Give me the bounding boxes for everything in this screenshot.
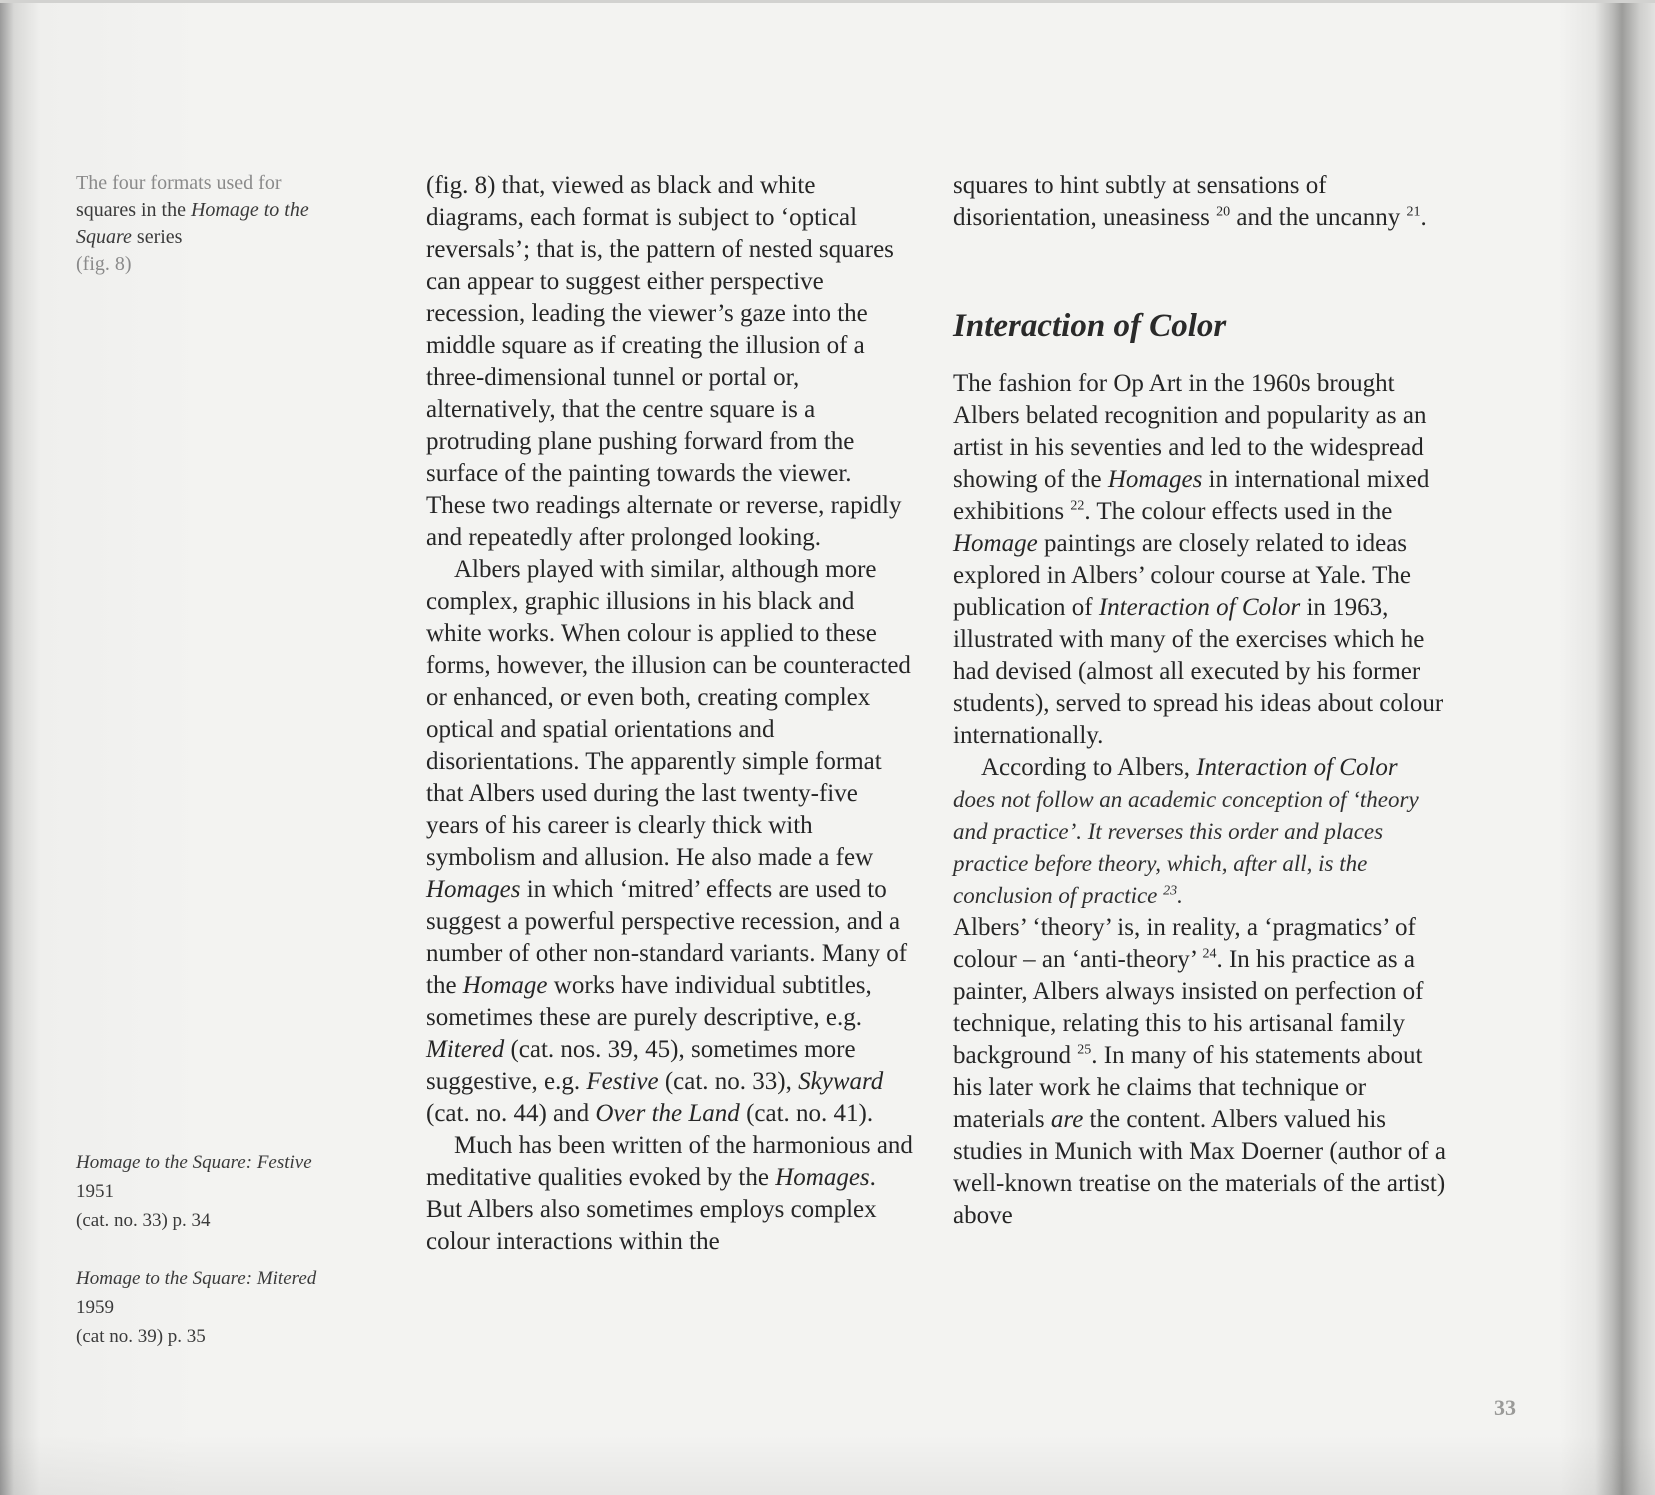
paragraph: Much has been written of the harmonious and meditative qualities evoked by the Homages. But Albers also sometimes employs complex colour interactions within the bbox=[426, 1132, 913, 1255]
footnote-ref: 22 bbox=[1070, 498, 1085, 514]
spacer bbox=[953, 234, 1453, 306]
section-heading: Interaction of Color bbox=[953, 308, 1227, 344]
footnote-ref: 24 bbox=[1202, 946, 1217, 962]
caption-formats bbox=[76, 170, 366, 278]
footnote-ref: 25 bbox=[1077, 1042, 1092, 1058]
caption-title: Homage to the Square: Mitered bbox=[76, 1268, 317, 1289]
footnote-ref: 20 bbox=[1216, 204, 1231, 220]
middle-column bbox=[426, 170, 916, 1258]
paragraph: According to Albers, Interaction of Color bbox=[981, 754, 1398, 781]
caption-line: The four formats used for bbox=[76, 172, 282, 194]
paragraph: The fashion for Op Art in the 1960s brought Albers belated recognition and popularity as an artist in his seventies and led to the widespread showing of the Homages in international mixed exhibitions $^{22}$. The colour effects used in the Homage paintings are closely related to ideas explored in Albers’ colour course at Yale. The publication of Interaction of Color in 1963, illustrated with many of the exercises which he had devised (almost all executed by his former students), served to spread his ideas about colour internationally. bbox=[953, 370, 1444, 749]
caption-line: Square series bbox=[76, 226, 183, 248]
block-quote: does not follow an academic conception of ‘theory and practice’. It reverses this order and places practice before theory, which, after all, is the conclusion of practice $^{23}$. bbox=[953, 787, 1419, 908]
paragraph: Albers’ ‘theory’ is, in reality, a ‘pragmatics’ of colour – an ‘anti-theory’ $^{24}$. In his practice as a painter, Albers always insisted on perfection of technique, relating this to his artisanal family background $^{25}$. In many of his statements about his later work he claims that technique or materials are the content. Albers valued his studies in Munich with Max Doerner (author of a well-known treatise on the materials of the artist) above bbox=[953, 914, 1446, 1229]
paragraph: (fig. 8) that, viewed as black and white diagrams, each format is subject to ‘optical reversals’; that is, the pattern of nested squares can appear to suggest either perspective recession, leading the viewer’s gaze into the middle square as if creating the illusion of a three-dimensional tunnel or portal or, alternatively, that the centre square is a protruding plane pushing forward from the surface of the painting towards the viewer. These two readings alternate or reverse, rapidly and repeatedly after prolonged looking. bbox=[426, 172, 902, 551]
caption-year: 1959 bbox=[76, 1297, 114, 1318]
page-number: 33 bbox=[1494, 1395, 1516, 1420]
right-column bbox=[953, 170, 1453, 1232]
page-shadow bbox=[0, 1435, 1655, 1495]
caption-mitered bbox=[76, 1264, 376, 1351]
paragraph: squares to hint subtly at sensations of disorientation, uneasiness $^{20}$ and the uncanny $^{21}$. bbox=[953, 172, 1427, 231]
caption-line: (fig. 8) bbox=[76, 253, 132, 275]
caption-title: Homage to the Square: Festive bbox=[76, 1152, 312, 1173]
caption-festive bbox=[76, 1148, 376, 1235]
top-edge bbox=[0, 0, 1655, 3]
caption-ref: (cat no. 39) p. 35 bbox=[76, 1326, 206, 1347]
caption-line: squares in the Homage to the bbox=[76, 199, 309, 221]
footnote-ref: 21 bbox=[1406, 204, 1421, 220]
footnote-ref: 23 bbox=[1163, 883, 1178, 899]
paragraph: Albers played with similar, although more complex, graphic illusions in his black and white works. When colour is applied to these forms, however, the illusion can be counteracted or enhanced, or even both, creating complex optical and spatial orientations and disorientations. The apparently simple format that Albers used during the last twenty-five years of his career is clearly thick with symbolism and allusion. He also made a few Homages in which ‘mitred’ effects are used to suggest a powerful perspective recession, and a number of other non-standard variants. Many of the Homage works have individual subtitles, sometimes these are purely descriptive, e.g. Mitered (cat. nos. 39, 45), sometimes more suggestive, e.g. Festive (cat. no. 33), Skyward (cat. no. 44) and Over the Land (cat. no. 41). bbox=[426, 556, 911, 1127]
caption-year: 1951 bbox=[76, 1181, 114, 1202]
caption-ref: (cat. no. 33) p. 34 bbox=[76, 1210, 211, 1231]
